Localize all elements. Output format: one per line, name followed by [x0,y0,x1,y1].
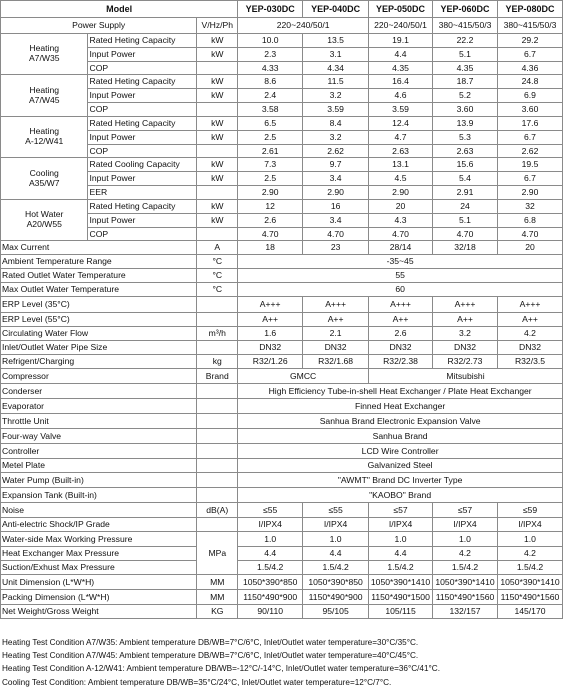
value-cell: DN32 [497,341,562,355]
component-value: "AWMT" Brand DC Inverter Type [238,473,563,488]
value-cell: 4.33 [238,62,303,75]
param-label: Rated Cooling Capacity [88,158,197,172]
value-cell: 16.4 [369,75,433,89]
component-label: Throttle Unit [1,414,197,429]
value-cell: 3.4 [303,172,369,186]
value-cell: 4.3 [369,214,433,228]
param-label: Input Power [88,89,197,103]
model-name: YEP-060DC [433,1,498,18]
value-cell: DN32 [303,341,369,355]
value-cell: I/IPX4 [238,518,303,532]
value-cell: 2.62 [497,145,562,158]
value-cell: 4.2 [433,547,498,561]
param-unit: dB(A) [197,503,238,518]
param-label: Ambient Temperature Range [1,255,197,269]
component-value: Galvanized Steel [238,459,563,473]
value-cell: 3.4 [303,214,369,228]
param-unit [197,341,238,355]
value-cell: 2.90 [369,186,433,200]
value-cell: 32/18 [433,241,498,255]
value-cell: 5.3 [433,131,498,145]
param-unit: kW [197,158,238,172]
value-cell: 2.62 [303,145,369,158]
value-cell: 4.2 [497,547,562,561]
value-cell: 4.6 [369,89,433,103]
value-cell: 1.0 [433,532,498,547]
pressure-label: Heat Exchanger Max Pressure [1,547,197,561]
model-name: YEP-080DC [497,1,562,18]
value-cell: 3.60 [497,103,562,117]
param-label: Input Power [88,131,197,145]
value-span-cell: 55 [238,269,563,283]
value-cell: 4.35 [433,62,498,75]
value-cell: 6.7 [497,48,562,62]
value-cell: I/IPX4 [369,518,433,532]
param-label: Net Weight/Gross Weight [1,605,197,619]
value-cell: A+++ [433,297,498,313]
param-unit [197,313,238,327]
power-supply-label: Power Supply [1,18,197,34]
test-conditions-notes [2,636,440,689]
value-cell: 4.5 [369,172,433,186]
value-cell: 3.1 [303,48,369,62]
param-unit: kW [197,214,238,228]
value-cell: 5.1 [433,48,498,62]
value-cell: 12 [238,200,303,214]
value-cell: 1.5/4.2 [433,561,498,575]
value-cell: 1.0 [369,532,433,547]
component-value: High Efficiency Tube-in-shell Heat Exchanger / Plate Heat Exchanger [238,384,563,399]
value-cell: 1.0 [238,532,303,547]
value-cell: 1050*390*850 [303,575,369,590]
value-cell: 24.8 [497,75,562,89]
value-cell: 5.2 [433,89,498,103]
param-unit: kW [197,172,238,186]
param-unit: °C [197,255,238,269]
value-cell: 1150*490*900 [238,590,303,605]
value-cell: 6.9 [497,89,562,103]
component-value: "KAOBO" Brand [238,488,563,503]
param-label: Input Power [88,172,197,186]
value-span-cell: 60 [238,283,563,297]
component-label: Four-way Valve [1,429,197,444]
condition-name-line: Heating [29,84,60,95]
value-cell: A++ [433,313,498,327]
value-cell: 2.90 [497,186,562,200]
compressor-brand-right: Mitsubishi [369,369,563,384]
value-cell: 4.70 [238,228,303,241]
param-label: COP [88,103,197,117]
value-cell: 3.58 [238,103,303,117]
value-cell: 6.7 [497,131,562,145]
power-supply-value: 220~240/50/1 [369,18,433,34]
value-cell: 17.6 [497,117,562,131]
value-cell: R32/3.5 [497,355,562,369]
value-cell: 3.2 [303,89,369,103]
param-unit: kg [197,355,238,369]
value-cell: R32/1.26 [238,355,303,369]
param-unit [197,473,238,488]
condition-group-label [1,34,88,75]
value-cell: 4.70 [303,228,369,241]
param-unit: kW [197,200,238,214]
value-cell: 1.5/4.2 [238,561,303,575]
param-label: Max Outlet Water Temperature [1,283,197,297]
value-cell: 9.7 [303,158,369,172]
param-unit [197,399,238,414]
param-label: Rated Heting Capacity [88,200,197,214]
param-unit [197,429,238,444]
value-cell: ≤55 [303,503,369,518]
component-value: LCD Wire Controller [238,444,563,459]
param-label: COP [88,145,197,158]
value-cell: 2.6 [238,214,303,228]
value-cell: ≤57 [369,503,433,518]
value-cell: 10.0 [238,34,303,48]
value-cell: 2.6 [369,327,433,341]
param-label: Rated Heting Capacity [88,34,197,48]
value-cell: 4.35 [369,62,433,75]
value-cell: 4.4 [369,547,433,561]
value-cell: 1.5/4.2 [303,561,369,575]
value-cell: 132/157 [433,605,498,619]
pressure-label: Water-side Max Working Pressure [1,532,197,547]
param-unit [197,459,238,473]
compressor-label: Compressor [1,369,197,384]
value-cell: ≤57 [433,503,498,518]
value-cell: 2.91 [433,186,498,200]
value-cell: DN32 [369,341,433,355]
value-cell: 2.5 [238,131,303,145]
param-label: Noise [1,503,197,518]
value-cell: R32/1.68 [303,355,369,369]
value-cell: 6.7 [497,172,562,186]
condition-name-line: Heating [29,43,60,54]
value-cell: 3.59 [303,103,369,117]
component-value: Sanhua Brand Electronic Expansion Valve [238,414,563,429]
value-cell: 19.1 [369,34,433,48]
value-cell: DN32 [238,341,303,355]
value-cell: R32/2.38 [369,355,433,369]
param-unit [197,186,238,200]
value-cell: 2.90 [303,186,369,200]
param-label: Anti-electric Shock/IP Grade [1,518,197,532]
value-cell: 4.70 [433,228,498,241]
param-unit: °C [197,283,238,297]
param-label: Rated Heting Capacity [88,117,197,131]
value-cell: 18.7 [433,75,498,89]
value-cell: 11.5 [303,75,369,89]
value-cell: 4.7 [369,131,433,145]
power-supply-value: 220~240/50/1 [238,18,369,34]
param-unit [197,518,238,532]
condition-name-line: A20/W55 [26,219,62,229]
param-unit [197,228,238,241]
compressor-brand-left: GMCC [238,369,369,384]
value-cell: 2.90 [238,186,303,200]
value-cell: 1050*390*850 [238,575,303,590]
test-condition-note: Heating Test Condition A7/W35: Ambient temperature DB/WB=7°C/6°C, Inlet/Outlet water temperature=30°C/35°C. [2,638,419,647]
value-cell: A++ [497,313,562,327]
param-label: Packing Dimension (L*W*H) [1,590,197,605]
condition-name-line: A7/W45 [28,94,60,105]
value-cell: 13.5 [303,34,369,48]
param-unit [197,145,238,158]
value-cell: 3.2 [433,327,498,341]
value-cell: ≤55 [238,503,303,518]
param-label: COP [88,62,197,75]
component-label: Expansion Tank (Built-in) [1,488,197,503]
pressure-unit: MPa [197,532,238,575]
param-unit [197,62,238,75]
param-label: COP [88,228,197,241]
condition-group-label [1,117,88,158]
test-condition-note: Heating Test Condition A-12/W41: Ambient temperature DB/WB=-12°C/-14°C, Inlet/Outlet water temperature=36°C/41°C. [2,664,440,674]
value-cell: 8.6 [238,75,303,89]
param-unit: kW [197,89,238,103]
value-cell: 20 [497,241,562,255]
param-unit [197,103,238,117]
value-cell: 5.1 [433,214,498,228]
param-unit: kW [197,117,238,131]
component-value: Sanhua Brand [238,429,563,444]
value-cell: A++ [369,313,433,327]
value-span-cell: -35~45 [238,255,563,269]
value-cell: 2.63 [433,145,498,158]
component-label: Metel Plate [1,459,197,473]
value-cell: 1150*490*1500 [369,590,433,605]
value-cell: 1050*390*1410 [497,575,562,590]
value-cell: 5.4 [433,172,498,186]
value-cell: 24 [433,200,498,214]
condition-name-line: Hot Water [25,209,64,220]
value-cell: ≤59 [497,503,562,518]
param-label: Rated Outlet Water Temperature [1,269,197,283]
value-cell: 1050*390*1410 [433,575,498,590]
param-label: ERP Level (35°C) [1,297,197,313]
value-cell: A+++ [497,297,562,313]
value-cell: DN32 [433,341,498,355]
condition-group-label [1,200,88,241]
value-cell: A+++ [303,297,369,313]
condition-name-line: Cooling [29,167,59,178]
model-name: YEP-050DC [369,1,433,18]
param-unit [197,414,238,429]
value-cell: 4.4 [238,547,303,561]
value-cell: 3.60 [433,103,498,117]
param-unit: kW [197,131,238,145]
param-unit: kW [197,34,238,48]
value-cell: 12.4 [369,117,433,131]
value-cell: I/IPX4 [303,518,369,532]
value-cell: 29.2 [497,34,562,48]
param-unit: MM [197,575,238,590]
value-cell: 1150*490*900 [303,590,369,605]
value-cell: A+++ [369,297,433,313]
param-unit: MM [197,590,238,605]
value-cell: 2.63 [369,145,433,158]
value-cell: 90/110 [238,605,303,619]
value-cell: 28/14 [369,241,433,255]
param-label: ERP Level (55°C) [1,313,197,327]
component-label: Conderser [1,384,197,399]
param-unit: kW [197,75,238,89]
condition-group-label [1,75,88,117]
value-cell: 1150*490*1560 [497,590,562,605]
param-unit [197,384,238,399]
param-label: Refrigent/Charging [1,355,197,369]
test-condition-note: Cooling Test Condition: Ambient temperature DB/WB=35°C/24°C, Inlet/Outlet water temperature=12°C/7°C. [2,677,392,687]
value-cell: 2.4 [238,89,303,103]
value-cell: 4.70 [369,228,433,241]
param-label: Unit Dimension (L*W*H) [1,575,197,590]
value-cell: 145/170 [497,605,562,619]
param-label: Input Power [88,214,197,228]
value-cell: 16 [303,200,369,214]
param-label: Rated Heting Capacity [88,75,197,89]
value-cell: 19.5 [497,158,562,172]
value-cell: 8.4 [303,117,369,131]
component-label: Controller [1,444,197,459]
condition-group-label [1,158,88,200]
param-unit [197,297,238,313]
value-cell: 6.5 [238,117,303,131]
power-supply-value: 380~415/50/3 [497,18,562,34]
value-cell: 20 [369,200,433,214]
value-cell: A+++ [238,297,303,313]
value-cell: 2.3 [238,48,303,62]
value-cell: 1.5/4.2 [369,561,433,575]
power-supply-unit: V/Hz/Ph [197,18,238,34]
param-label: Circulating Water Flow [1,327,197,341]
value-cell: 95/105 [303,605,369,619]
param-label: Max Current [1,241,197,255]
value-cell: 1150*490*1560 [433,590,498,605]
component-value: Finned Heat Exchanger [238,399,563,414]
value-cell: 4.70 [497,228,562,241]
value-cell: 3.2 [303,131,369,145]
param-unit [197,488,238,503]
value-cell: 7.3 [238,158,303,172]
value-cell: 2.5 [238,172,303,186]
condition-name-line: A7/W35 [28,53,60,63]
value-cell: 32 [497,200,562,214]
value-cell: 4.36 [497,62,562,75]
value-cell: A++ [303,313,369,327]
model-name: YEP-030DC [238,1,303,18]
value-cell: 1.0 [497,532,562,547]
value-cell: 3.59 [369,103,433,117]
param-label: Input Power [88,48,197,62]
value-cell: 18 [238,241,303,255]
value-cell: 22.2 [433,34,498,48]
value-cell: 6.8 [497,214,562,228]
condition-name-line: Heating [29,126,60,137]
value-cell: 13.1 [369,158,433,172]
param-unit: KG [197,605,238,619]
test-condition-note: Heating Test Condition A7/W45: Ambient temperature DB/WB=7°C/6°C, Inlet/Outlet water temperature=40°C/45°C. [2,651,419,661]
value-cell: 4.2 [497,327,562,341]
value-cell: 23 [303,241,369,255]
value-cell: 4.4 [369,48,433,62]
param-unit: A [197,241,238,255]
value-cell: 105/115 [369,605,433,619]
component-label: Evaporator [1,399,197,414]
value-cell: 2.1 [303,327,369,341]
value-cell: 4.4 [303,547,369,561]
param-label: EER [88,186,197,200]
value-cell: I/IPX4 [433,518,498,532]
value-cell: 1.5/4.2 [497,561,562,575]
value-cell: 2.61 [238,145,303,158]
param-unit: kW [197,48,238,62]
value-cell: R32/2.73 [433,355,498,369]
condition-name-line: A-12/W41 [25,136,64,146]
value-cell: 4.34 [303,62,369,75]
param-unit: °C [197,269,238,283]
value-cell: I/IPX4 [497,518,562,532]
param-unit: m³/h [197,327,238,341]
value-cell: 13.9 [433,117,498,131]
value-cell: 1050*390*1410 [369,575,433,590]
power-supply-value: 380~415/50/3 [433,18,498,34]
compressor-unit: Brand [197,369,238,384]
value-cell: 15.6 [433,158,498,172]
model-header: Model [1,1,238,18]
value-cell: 1.0 [303,532,369,547]
component-label: Water Pump (Built-in) [1,473,197,488]
model-name: YEP-040DC [303,1,369,18]
value-cell: 1.6 [238,327,303,341]
param-label: Inlet/Outlet Water Pipe Size [1,341,197,355]
condition-name-line: A35/W7 [28,177,60,188]
value-cell: A++ [238,313,303,327]
param-unit [197,444,238,459]
pressure-label: Suction/Exhust Max Pressure [1,561,197,575]
